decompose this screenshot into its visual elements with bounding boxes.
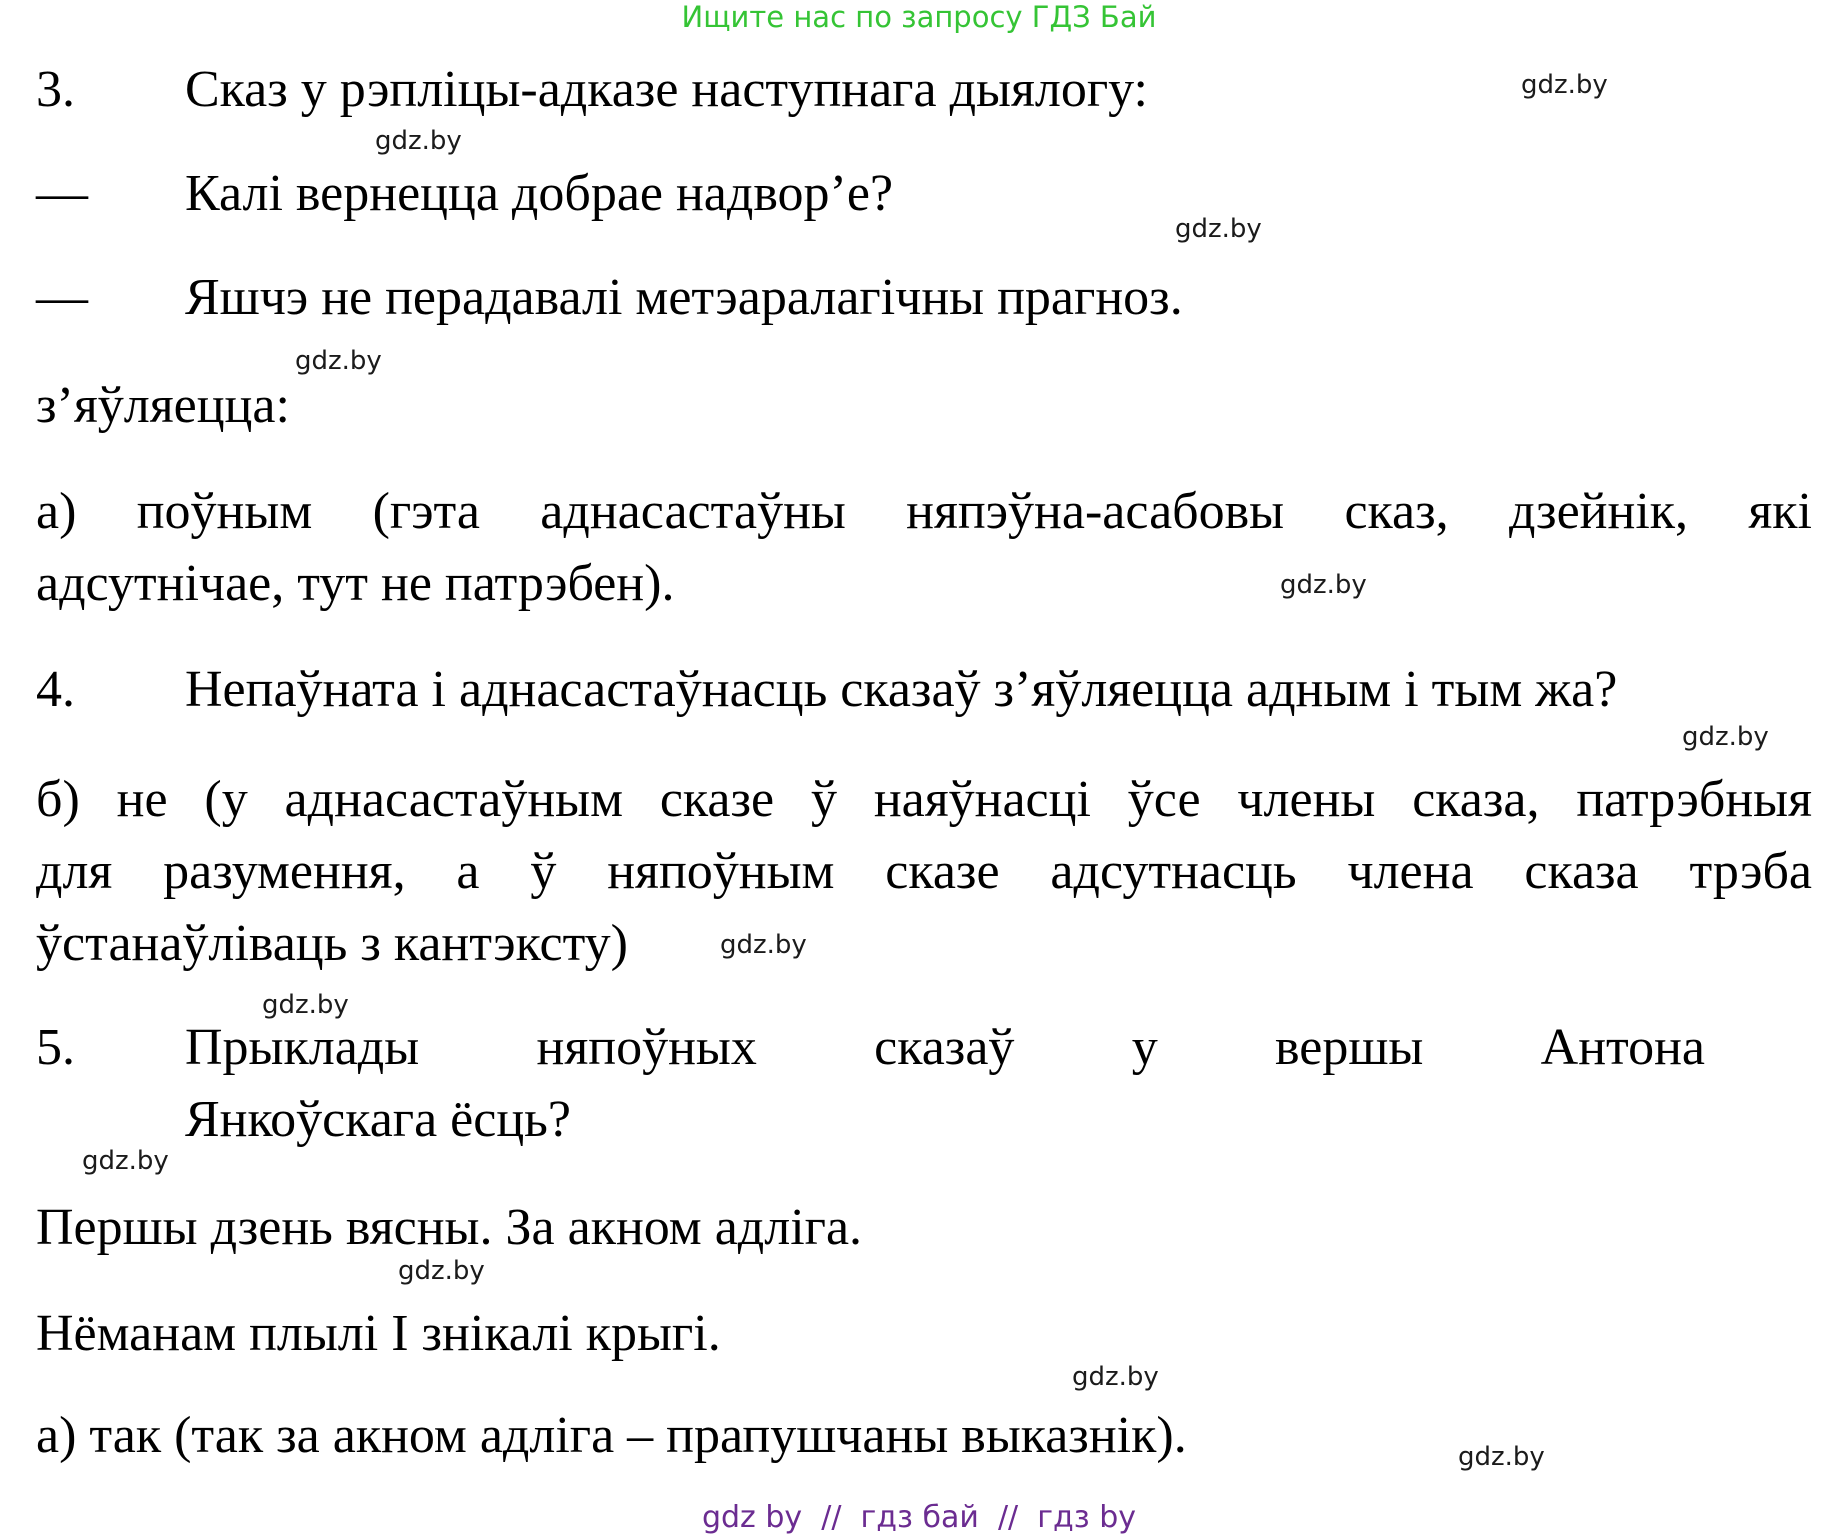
dialog-dash: — <box>36 269 88 326</box>
q3-dialog-line-1: Калі вернецца добрае надвор’е? <box>185 165 894 222</box>
q3-answer-line-2: адсутнічае, тут не патрэбен). <box>36 555 675 612</box>
q3-intro: з’яўляецца: <box>36 377 290 434</box>
search-hint-link[interactable]: Ищите нас по запросу ГДЗ Бай <box>681 0 1157 34</box>
q3-answer-line-1: а) поўным (гэта аднасастаўны няпэўна-асабовы сказ, дзейнік, які <box>36 483 1812 540</box>
watermark: gdz.by <box>1458 1442 1545 1472</box>
q4-number: 4. <box>36 661 75 718</box>
watermark: gdz.by <box>295 346 382 376</box>
q4-question: Непаўната і аднасастаўнасць сказаў з’яўляецца адным і тым жа? <box>185 661 1618 718</box>
watermark: gdz.by <box>1072 1362 1159 1392</box>
q5-answer: а) так (так за акном адліга – прапушчаны выказнік). <box>36 1407 1187 1464</box>
q5-number: 5. <box>36 1019 75 1076</box>
watermark: gdz.by <box>398 1256 485 1286</box>
q3-question: Сказ у рэпліцы-адказе наступнага дыялогу: <box>185 61 1148 118</box>
dialog-dash: — <box>36 165 88 222</box>
watermark: gdz.by <box>1682 722 1769 752</box>
watermark: gdz.by <box>1280 570 1367 600</box>
watermark: gdz.by <box>375 126 462 156</box>
q5-question-line-2: Янкоўскага ёсць? <box>185 1091 571 1148</box>
q4-answer-line-1: б) не (у аднасастаўным сказе ў наяўнасці ўсе члены сказа, патрэбныя <box>36 771 1812 828</box>
q4-answer-line-3: ўстанаўліваць з кантэксту) <box>36 915 628 972</box>
q3-dialog-line-2: Яшчэ не перадавалі метэаралагічны прагноз. <box>185 269 1183 326</box>
watermark: gdz.by <box>720 930 807 960</box>
q5-poem-line-2: Нёманам плылі І знікалі крыгі. <box>36 1305 721 1362</box>
watermark: gdz.by <box>1175 214 1262 244</box>
q5-question-line-1: Прыклады няпоўных сказаў у вершы Антона <box>185 1019 1705 1076</box>
q4-answer-line-2: для разумення, а ў няпоўным сказе адсутнасць члена сказа трэба <box>36 843 1812 900</box>
q3-number: 3. <box>36 61 75 118</box>
watermark: gdz.by <box>82 1146 169 1176</box>
q5-poem-line-1: Першы дзень вясны. За акном адліга. <box>36 1199 863 1256</box>
watermark: gdz.by <box>1521 70 1608 100</box>
footer-links[interactable]: gdz by // гдз бай // гдз by <box>701 1500 1137 1535</box>
watermark: gdz.by <box>262 990 349 1020</box>
